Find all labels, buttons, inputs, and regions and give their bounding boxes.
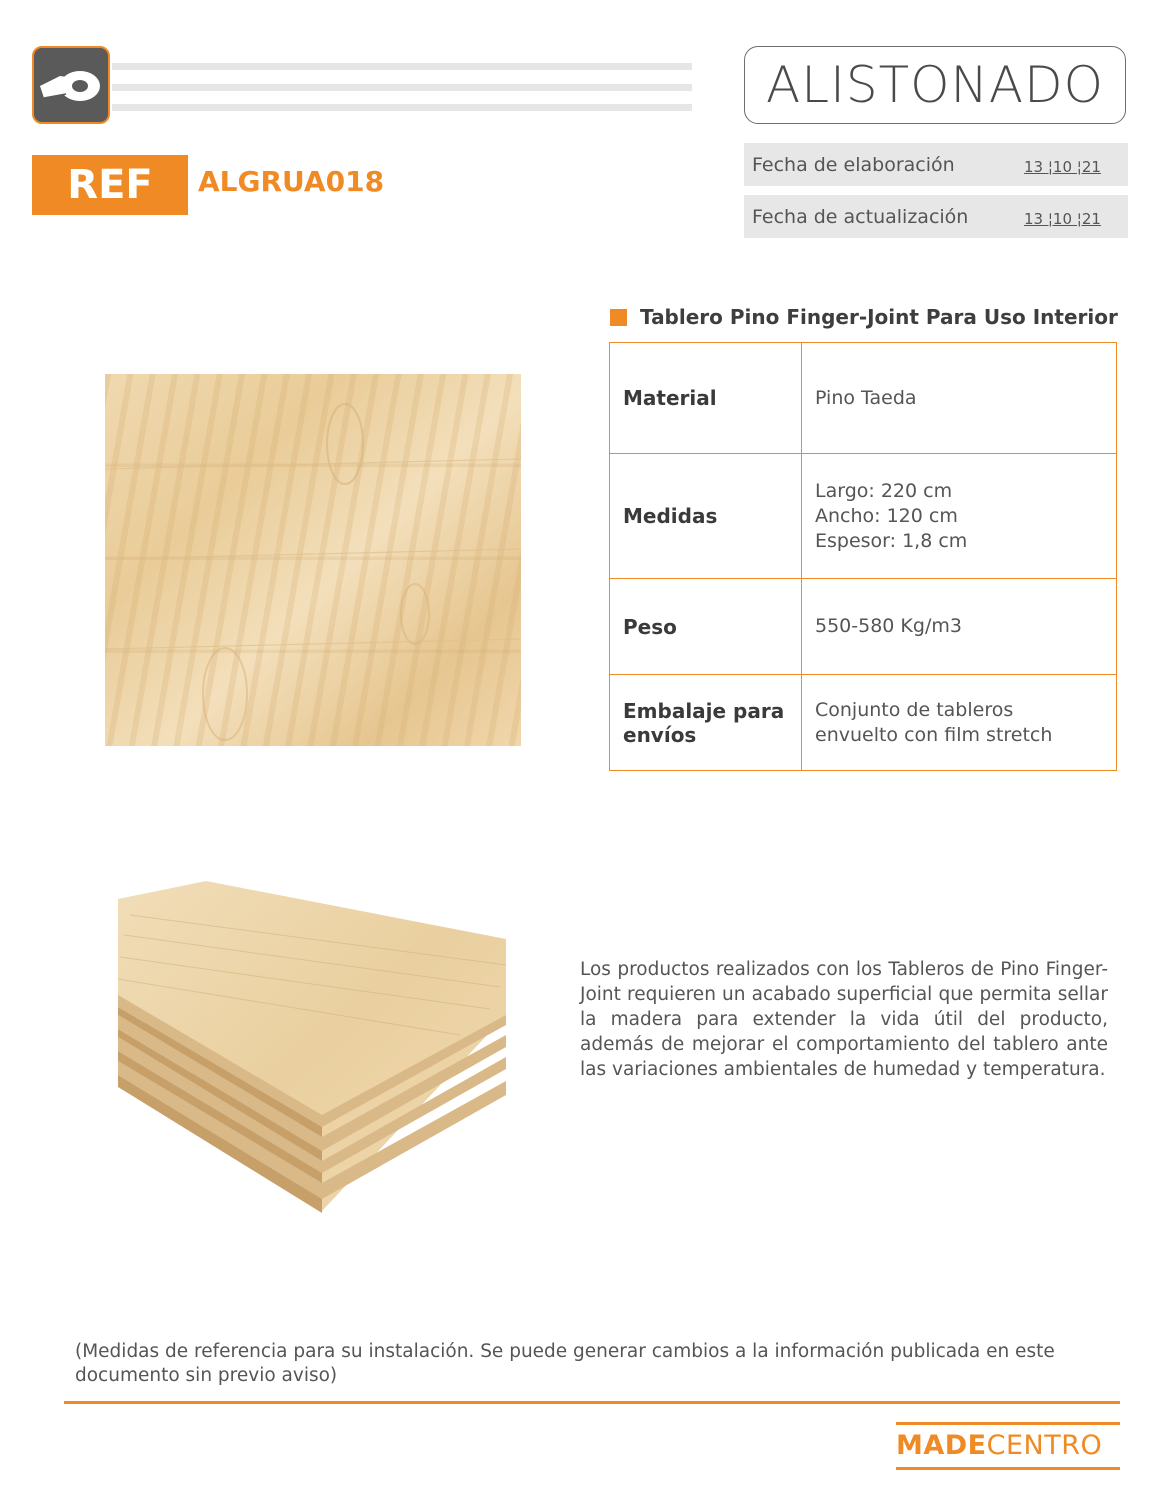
- spec-key: Material: [610, 343, 802, 454]
- section-title-text: Tablero Pino Finger-Joint Para Uso Interior: [640, 305, 1118, 329]
- page-title: ALISTONADO: [744, 46, 1126, 124]
- logo-bold: MADE: [896, 1430, 987, 1461]
- header-stripe: [112, 63, 692, 70]
- header-stripe: [112, 84, 692, 91]
- table-row: [610, 675, 1117, 771]
- footer-divider: [64, 1401, 1120, 1404]
- header-stripe: [112, 104, 692, 111]
- tape-roll-icon: [32, 46, 110, 124]
- ref-code: ALGRUA018: [198, 165, 385, 198]
- spec-value: [802, 675, 1117, 771]
- spec-value: [802, 343, 1117, 454]
- spec-value: [802, 454, 1117, 579]
- date-row-elaboracion: [744, 143, 1128, 186]
- date-value: 13 ¦10 ¦21: [1024, 157, 1101, 176]
- table-row: [610, 343, 1117, 454]
- logo-text: [896, 1425, 1120, 1467]
- date-row-actualizacion: [744, 195, 1128, 238]
- spec-value-line: Ancho: 120 cm: [815, 504, 958, 527]
- spec-value-line: envuelto con film stretch: [815, 723, 1053, 746]
- spec-value-line: 550-580 Kg/m3: [815, 615, 962, 637]
- section-title: [610, 305, 1118, 329]
- board-stack-image: [110, 875, 520, 1235]
- table-row: [610, 454, 1117, 579]
- date-label: Fecha de elaboración: [752, 153, 955, 176]
- spec-value: [802, 579, 1117, 675]
- spec-value-line: Espesor: 1,8 cm: [815, 529, 968, 552]
- logo-bar: [896, 1467, 1120, 1470]
- section-marker: [610, 309, 627, 326]
- spec-key: Peso: [610, 579, 802, 675]
- spec-value-line: Largo: 220 cm: [815, 479, 953, 502]
- spec-value-line: Pino Taeda: [815, 386, 917, 409]
- spec-value-line: Conjunto de tableros: [815, 698, 1014, 721]
- wood-surface-image: [105, 374, 521, 746]
- madecentro-logo: [896, 1420, 1120, 1472]
- spec-table: [609, 342, 1117, 771]
- spec-key: Embalaje para envíos: [610, 675, 802, 771]
- disclaimer-note: (Medidas de referencia para su instalación. Se puede generar cambios a la información publicada en este documento sin previo aviso): [75, 1341, 1055, 1386]
- date-value: 13 ¦10 ¦21: [1024, 209, 1101, 228]
- ref-label: REF: [32, 155, 188, 215]
- date-label: Fecha de actualización: [752, 205, 969, 228]
- spec-key: Medidas: [610, 454, 802, 579]
- product-description: Los productos realizados con los Tableros de Pino Finger-Joint requieren un acabado superficial que permita sellar la madera para extender la vida útil del producto, además de mejorar el comportamiento del tablero ante las variaciones ambientales de humedad y temperatura.: [580, 959, 1108, 1080]
- logo-regular: CENTRO: [986, 1430, 1103, 1461]
- table-row: [610, 579, 1117, 675]
